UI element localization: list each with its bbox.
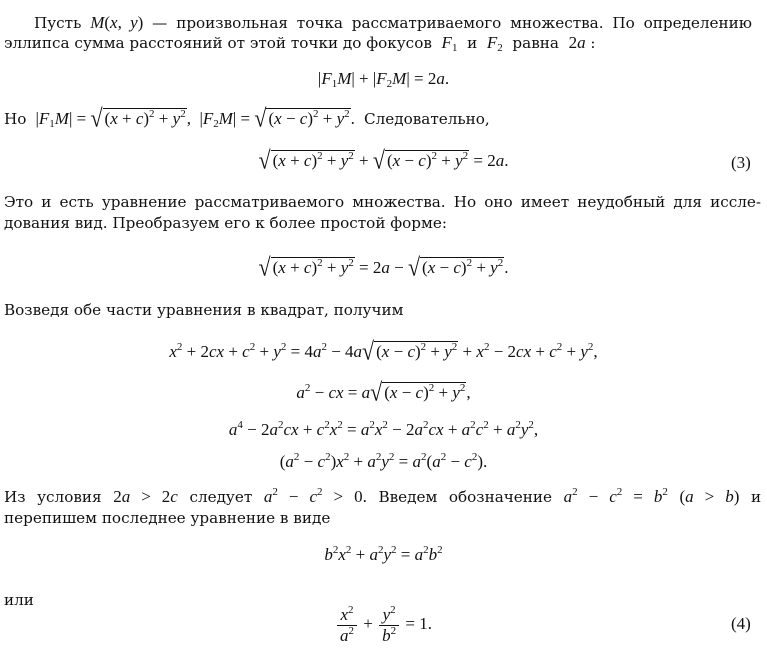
equation-4-canonical: $\frac{x^2}{a^2}$ + $\frac{y^2}{b^2}$ = 1. [0,604,767,645]
equation-number-3: (3) [731,153,751,172]
text: Возведя обе части уравнения в квадрат, получим [4,301,404,319]
equation-3: √ $(x + c)^2 + y^2$ + √ $(x - c)^2 + y^2 = 2a$. [258,145,509,175]
equation-squared: $x^2 + 2cx + c^2 + y^2 = 4a^2 - 4a√$ $(x - c)^2 + y^2 + x^2 - 2cx + c^2 + y^2$, [169,336,598,366]
text: следует [189,488,253,506]
equation-sum-distances: $|F_1M| + |F_2M| = 2a$. [317,69,450,90]
math-b-definition: $a^2 - c^2 = b^2$ [563,486,668,506]
text: Следовательно, [363,110,490,128]
math-a-gt-b: (a > b) [679,487,740,506]
equation-rearranged: √ $(x + c)^2 + y^2 = 2a$ − √ $(x - c)^2 + y^2$. [258,252,509,282]
text: — произвольная точка рассматриваемого множества. По определению [152,14,753,32]
equation-squared-again: $a^4 - 2a^2cx + c^2x^2 = a^2x^2 - 2a^2cx + a^2c^2 + a^2y^2$, [228,419,539,439]
equation-ellipse-product: $b^2x^2 + a^2y^2 = a^2b^2$ [324,544,443,564]
paragraph-transform-line-1 [4,192,761,212]
equation-simplified: $a^2$ − cx = a√ $(x - c)^2 + y^2$, [296,377,471,407]
paragraph-transform-line-2 [4,213,447,233]
text: Пусть [34,14,82,32]
fraction-x: $\frac{x^2}{a^2}$ [337,606,357,645]
text: равна [512,34,559,52]
math-positive: $a^2 - c^2 > 0$. [263,486,367,506]
paragraph-distances [4,103,490,133]
math-condition: 2a > 2c [113,487,178,506]
math-point-m: M(x, y) [90,13,144,32]
text: дования вид. Преобразуем его к более простой форме: [4,214,447,232]
math-f1m: $|F_1M|$ = √ $(x + c)^2 + y^2$, $|F_2M|$ = √ $(x - c)^2 + y^2$. [31,103,360,133]
paragraph-intro-line-2 [4,33,596,53]
fraction-y: $\frac{y^2}{b^2}$ [379,606,399,645]
text: или [4,591,34,609]
text: Введем обозначение [378,488,553,506]
text: Из условия [4,488,102,506]
text: Но [4,110,27,128]
equation-number-4: (4) [731,614,751,633]
paragraph-square [4,300,403,320]
equation-factored: $(a^2 - c^2)x^2 + a^2y^2 = a^2(a^2 - c^2)$. [279,451,488,471]
paragraph-intro-line-1 [34,13,752,33]
math-f2: $F_2$ [486,33,503,54]
text: и [750,488,762,506]
paragraph-condition-line-1 [4,487,761,507]
paragraph-condition-line-2 [4,508,330,528]
math-f1: $F_1$ [441,33,458,54]
text: и [467,34,478,52]
text: : [590,34,596,52]
text: Это и есть уравнение рассматриваемого множества. Но оно имеет неудобный для иссле- [4,193,761,211]
text: эллипса сумма расстояний от этой точки до фокусов [4,34,432,52]
text: перепишем последнее уравнение в виде [4,509,331,527]
math-2a: 2a [568,33,586,52]
